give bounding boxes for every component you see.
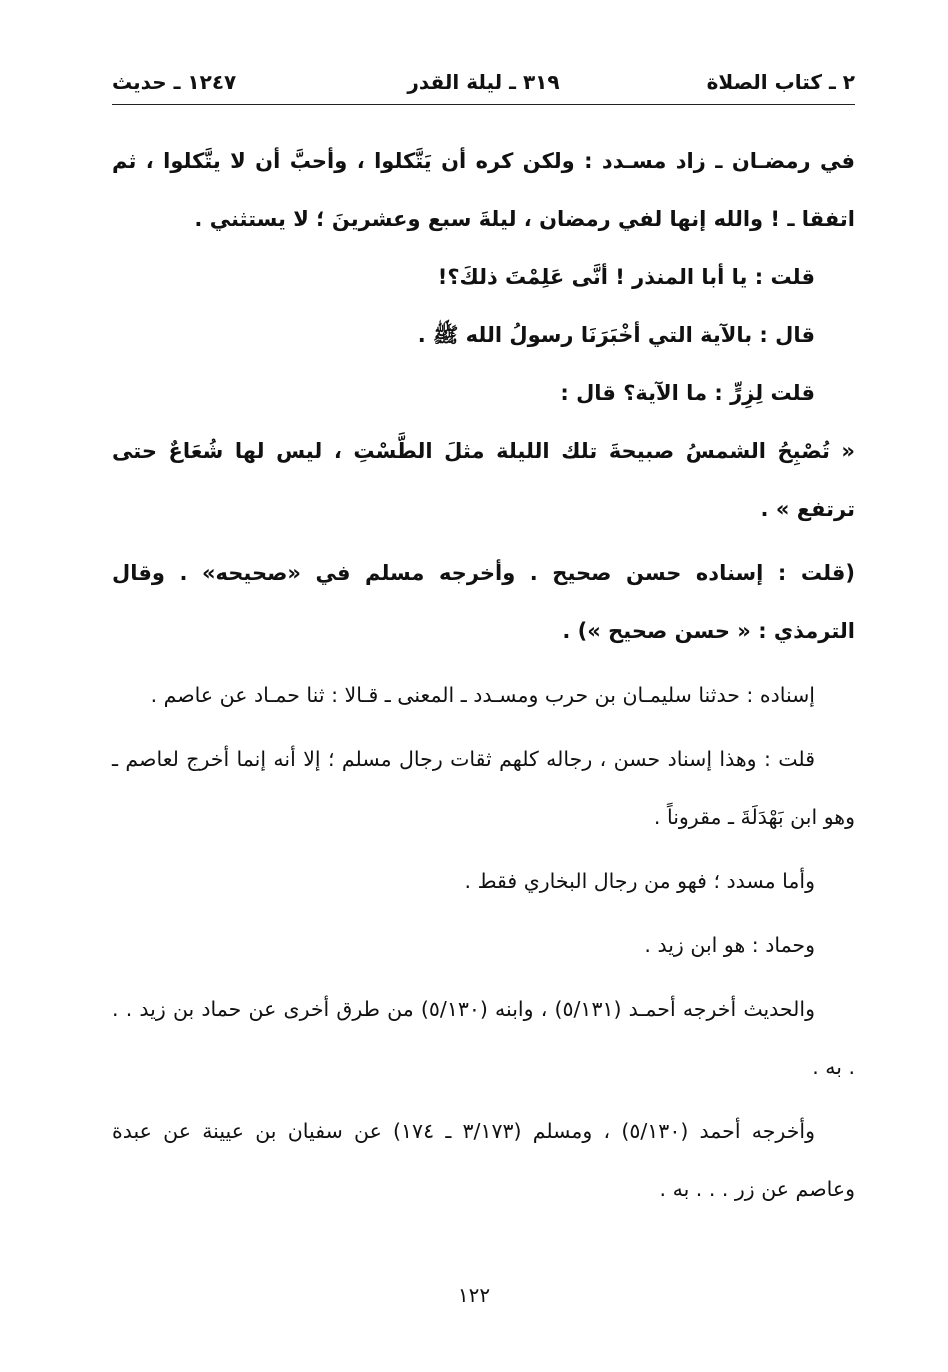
- header-section: ٣١٩ ـ ليلة القدر: [407, 70, 560, 94]
- hadith-question-zirr: قلت لِزِرٍّ : ما الآية؟ قال :: [560, 381, 815, 405]
- takhrij-ahmad: والحديث أخرجه أحمـد (٥/١٣١) ، وابنه (٥/١٣٠) من طرق أخرى عن حماد بن زيد . . . به .: [112, 997, 855, 1079]
- grading-note: (قلت : إسناده حسن صحيح . وأخرجه مسلم في «صحيحه» . وقال الترمذي : « حسن صحيح ») .: [112, 561, 855, 643]
- page-body: [112, 132, 855, 1218]
- isnad-paragraph: إسناده : حدثنا سليمـان بن حرب ومسـدد ـ المعنى ـ قـالا : ثنا حمـاد عن عاصم .: [150, 683, 815, 707]
- hadith-question: قلت : يا أبا المنذر ! أنَّى عَلِمْتَ ذلكَ؟!: [437, 265, 815, 289]
- header-chapter: ٢ ـ كتاب الصلاة: [706, 70, 855, 94]
- musaddad-note: وأما مسدد ؛ فهو من رجال البخاري فقط .: [464, 869, 815, 893]
- takhrij-muslim: وأخرجه أحمد (٥/١٣٠) ، ومسلم (٣/١٧٣ ـ ١٧٤) عن سفيان بن عيينة عن عبدة وعاصم عن زر . . . به .: [112, 1119, 855, 1201]
- hadith-answer: قال : بالآية التي أخْبَرَنَا رسولُ الله ﷺ .: [417, 323, 815, 347]
- header-divider: [112, 104, 855, 105]
- running-header: [112, 68, 855, 102]
- hadith-text-continuation: في رمضـان ـ زاد مسـدد : ولكن كره أن يَتَّكلوا ، وأحبَّ أن لا يتَّكلوا ، ثم اتفقا ـ ! والله إنها لفي رمضان ، ليلةَ سبع وعشرينَ ؛ لا يستثني .: [112, 149, 855, 231]
- hammad-note: وحماد : هو ابن زيد .: [644, 933, 815, 957]
- page-number: ١٢٢: [457, 1283, 491, 1307]
- isnad-commentary: قلت : وهذا إسناد حسن ، رجاله كلهم ثقات رجال مسلم ؛ إلا أنه إنما أخرج لعاصم ـ وهو ابن بَهْدَلَةَ ـ مقروناً .: [112, 747, 855, 829]
- header-hadith-number: ١٢٤٧ ـ حديث: [112, 70, 237, 94]
- hadith-sign-text: « تُصْبِحُ الشمسُ صبيحةَ تلك الليلة مثلَ الطَّسْتِ ، ليس لها شُعَاعٌ حتى ترتفع » .: [112, 439, 855, 521]
